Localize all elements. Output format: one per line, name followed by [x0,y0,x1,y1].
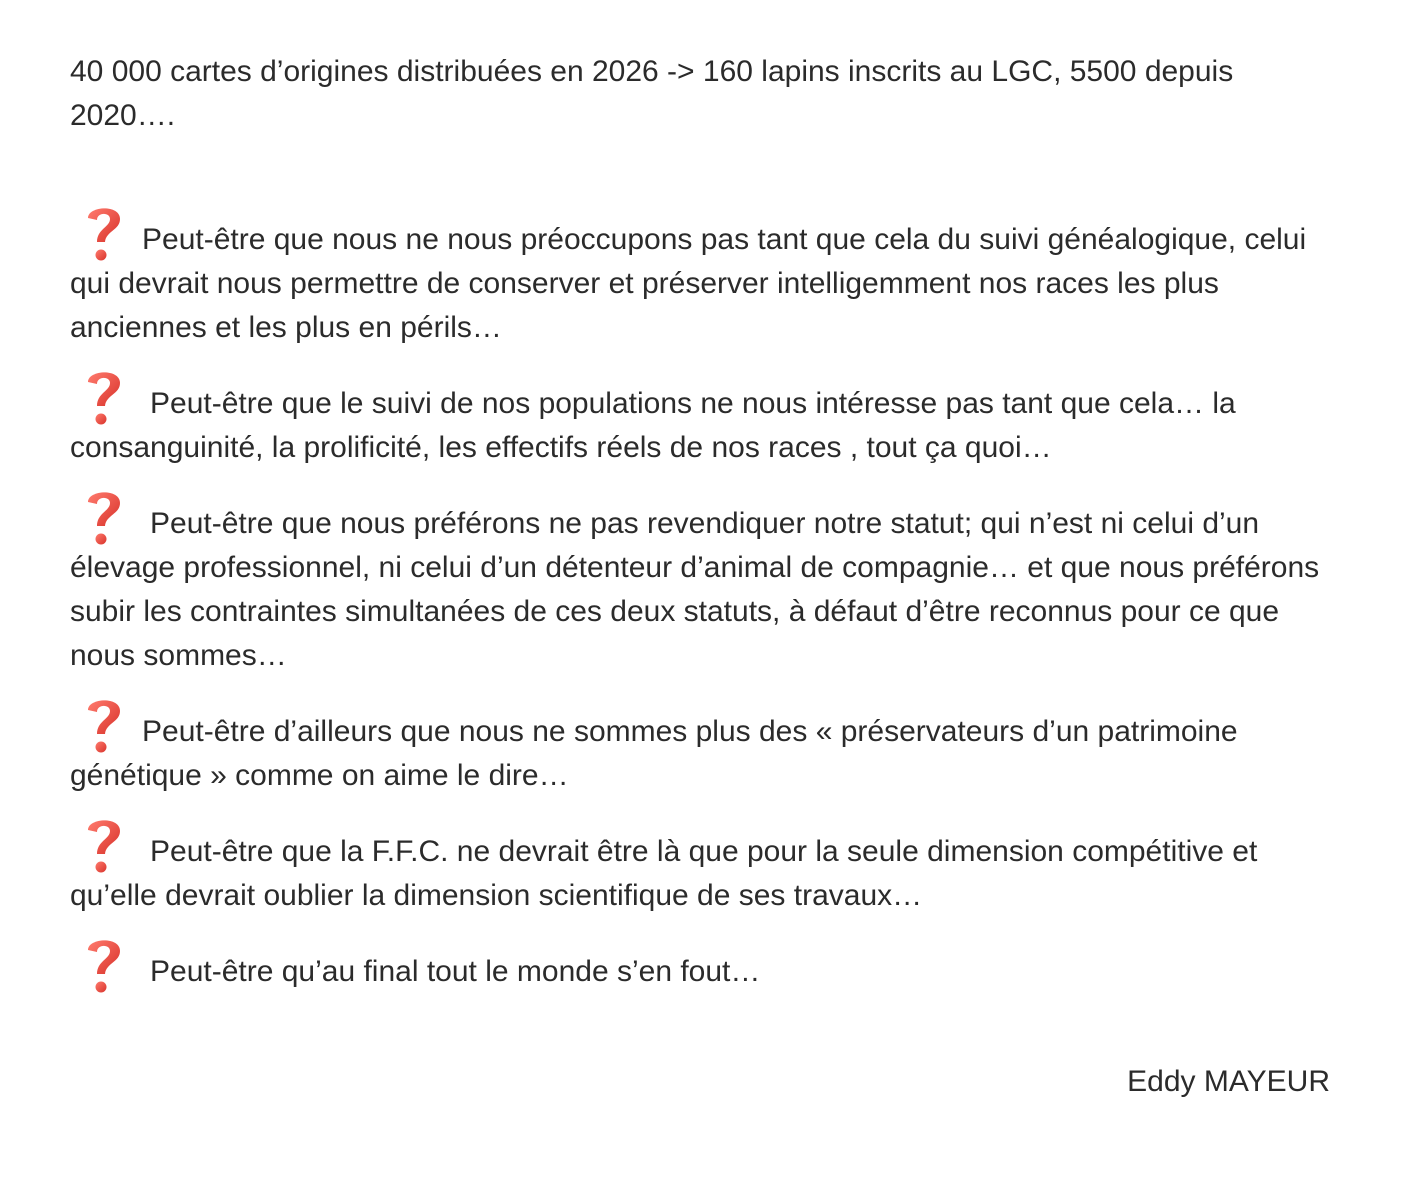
question-text: Peut-être que nous ne nous préoccupons pas tant que cela du suivi généalogique, celui qui devrait nous permettre de conserver et préserver intelligemment nos races les plus anciennes et les plus en périls… [70,223,1307,344]
question-text: Peut-être que la F.F.C. ne devrait être là que pour la seule dimension compétitive et qu’elle devrait oublier la dimension scientifique de ses travaux… [70,835,1258,912]
question-text: Peut-être qu’au final tout le monde s’en fout… [150,955,761,988]
question-item [70,362,1340,470]
red-question-mark-icon [80,934,128,998]
question-item [70,690,1340,798]
intro-paragraph: 40 000 cartes d’origines distribuées en 2026 -> 160 lapins inscrits au LGC, 5500 depuis 2020…. [70,55,1234,132]
red-question-mark-icon [80,814,128,878]
question-text: Peut-être que nous préférons ne pas revendiquer notre statut; qui n’est ni celui d’un élevage professionnel, ni celui d’un détenteur d’animal de compagnie… et que nous préférons subir les contraintes simultanées de ces deux statuts, à défaut d’être reconnus pour ce que nous sommes… [70,507,1320,672]
author-signature: Eddy MAYEUR [1127,1065,1330,1098]
red-question-mark-icon [80,202,128,266]
question-item [70,198,1340,350]
document-page [70,50,1340,1006]
question-item [70,810,1340,918]
question-item [70,482,1340,678]
question-list [70,198,1340,994]
red-question-mark-icon [80,486,128,550]
question-text: Peut-être que le suivi de nos populations ne nous intéresse pas tant que cela… la consanguinité, la prolificité, les effectifs réels de nos races , tout ça quoi… [70,387,1236,464]
red-question-mark-icon [80,366,128,430]
question-item [70,930,1340,994]
question-text: Peut-être d’ailleurs que nous ne sommes plus des « préservateurs d’un patrimoine génétique » comme on aime le dire… [70,715,1238,792]
red-question-mark-icon [80,694,128,758]
